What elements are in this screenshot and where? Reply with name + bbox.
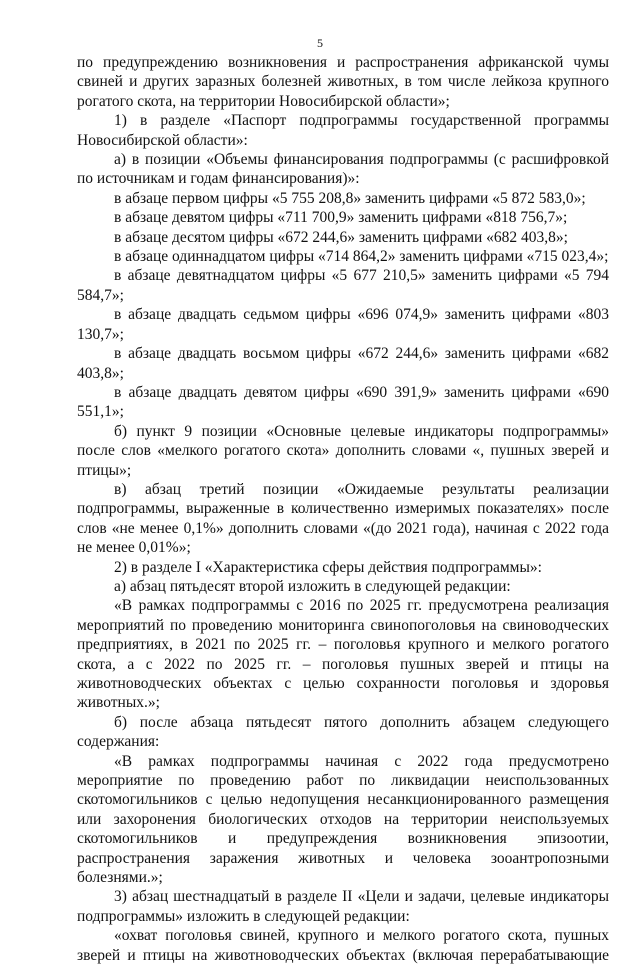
paragraph: по предупреждению возникновения и распространения африканской чумы свиней и других заразных болезней животных, в том числе лейкоза крупного рогатого скота, на территории Новосибирской области»; bbox=[77, 54, 609, 110]
paragraph: в) абзац третий позиции «Ожидаемые результаты реализации подпрограммы, выраженные в количественно измеримых показателях» после слов «не менее 0,1%» дополнить словами «(до 2021 года), начиная с 2022 года не менее 0,01%»; bbox=[77, 480, 609, 557]
paragraph: 3) абзац шестнадцатый в разделе II «Цели и задачи, целевые индикаторы подпрограммы» изложить в следующей редакции: bbox=[77, 888, 609, 925]
paragraph: б) после абзаца пятьдесят пятого дополнить абзацем следующего содержания: bbox=[77, 713, 609, 751]
page-number: 5 bbox=[317, 36, 323, 50]
paragraph: а) в позиции «Объемы финансирования подпрограммы (с расшифровкой по источникам и годам финансирования)»: bbox=[77, 151, 609, 188]
paragraph: «В рамках подпрограммы с 2016 по 2025 гг. предусмотрена реализация мероприятий по проведению мониторинга свинопоголовья на свиноводческих предприятиях, в 2021 по 2025 гг. – поголовья крупного и мелкого рогатого скота, а с 2022 по 2025 гг. – поголовья пушных зверей и птицы на животноводческих объектах с целью сохранности поголовья и здоровья животных.»; bbox=[77, 597, 609, 712]
paragraph: в абзаце первом цифры «5 755 208,8» заменить цифрами «5 872 583,0»; bbox=[114, 189, 586, 207]
paragraph: в абзаце девятнадцатом цифры «5 677 210,5» заменить цифрами «5 794 584,7»; bbox=[77, 267, 609, 304]
paragraph: в абзаце двадцать девятом цифры «690 391,9» заменить цифрами «690 551,1»; bbox=[77, 383, 609, 421]
paragraph: в абзаце девятом цифры «711 700,9» заменить цифрами «818 756,7»; bbox=[114, 209, 568, 227]
paragraph: 1) в разделе «Паспорт подпрограммы государственной программы Новосибирской области»: bbox=[77, 112, 609, 149]
document-body bbox=[77, 53, 609, 965]
paragraph: б) пункт 9 позиции «Основные целевые индикаторы подпрограммы» после слов «мелкого рогатого скота» дополнить словами «, пушных зверей и птицы»; bbox=[77, 422, 609, 479]
paragraph: «В рамках подпрограммы начиная с 2022 года предусмотрено мероприятие по проведению работ по ликвидации неиспользованных скотомогильников с целью недопущения несанкционированного размещения или захоронения биологических отходов на территории неиспользуемых скотомогильников и предупреждения возникновения эпизоотии, распространения заражения животных и человека зооантропозными болезнями.»; bbox=[77, 752, 609, 887]
paragraph: «охват поголовья свиней, крупного и мелкого рогатого скота, пушных зверей и птицы на животноводческих объектах (включая перерабатывающие bbox=[77, 927, 609, 964]
paragraph: 2) в разделе I «Характеристика сферы действия подпрограммы»: bbox=[114, 558, 542, 576]
paragraph: в абзаце двадцать седьмом цифры «696 074,9» заменить цифрами «803 130,7»; bbox=[77, 306, 609, 343]
paragraph: в абзаце десятом цифры «672 244,6» заменить цифрами «682 403,8»; bbox=[114, 228, 568, 246]
paragraph: в абзаце одиннадцатом цифры «714 864,2» заменить цифрами «715 023,4»; bbox=[114, 248, 609, 266]
paragraph: а) абзац пятьдесят второй изложить в следующей редакции: bbox=[114, 577, 511, 595]
paragraph: в абзаце двадцать восьмом цифры «672 244,6» заменить цифрами «682 403,8»; bbox=[77, 345, 609, 382]
